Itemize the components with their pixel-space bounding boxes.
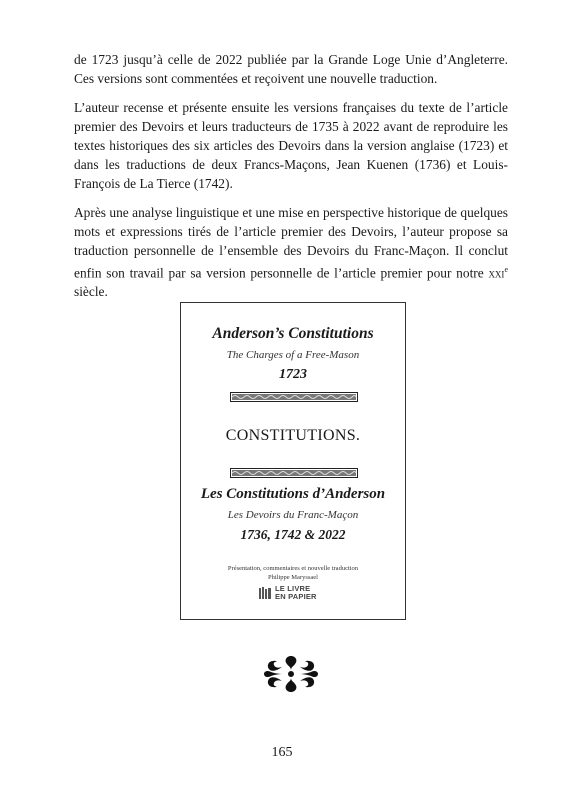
publisher-line-1: LE LIVRE (275, 584, 311, 593)
publisher-name (275, 585, 317, 601)
body-text (74, 50, 508, 311)
paragraph-3 (74, 203, 508, 301)
cover-constitutions-heading: CONSTITUTIONS. (225, 427, 361, 444)
cover-ornament-band-bottom (230, 468, 358, 478)
cover-subtitle-french: Les Devoirs du Franc-Maçon (227, 509, 359, 521)
paragraph-3-end: siècle. (74, 284, 108, 300)
paragraph-1: de 1723 jusqu’à celle de 2022 publiée par la Grande Loge Unie d’Angleterre. Ces versions sont commentées et reçoivent une nouvelle traduction. (74, 52, 508, 86)
paragraph-3-text: Après une analyse linguistique et une mise en perspective historique de quelques mots et expressions tirés de l’article premier des Devoirs, l’auteur propose sa traduction personnelle de l’ensemble des Devoirs du Franc-Maçon. Il conclut enfin son travail par sa version personnelle de l’article premier pour notre (74, 205, 508, 281)
paragraph-2: L’auteur recense et présente ensuite les versions françaises du texte de l’article premier des Devoirs et leurs traducteurs de 1735 à 2022 avant de reproduire les textes historiques des six articles des Devoirs dans la version anglaise (1723) et dans les traductions de deux Francs-Maçons, Jean Kuenen (1736) et Louis-François de La Tierce (1742). (74, 100, 508, 191)
cover-title-french: Les Constitutions d’Anderson (200, 486, 386, 502)
cover-subtitle-english: The Charges of a Free-Mason (226, 349, 360, 361)
book-cover-image (180, 302, 406, 620)
cover-year-english: 1723 (279, 367, 307, 382)
page-number: 165 (271, 745, 293, 760)
cover-author: Philippe Maryssael (267, 574, 318, 581)
publisher-line-2: EN PAPIER (275, 592, 317, 601)
book-stack-icon (259, 587, 272, 599)
cover-ornament-band-top (230, 392, 358, 402)
fleuron-ornament-icon (262, 653, 320, 695)
cover-title-english: Anderson’s Constitutions (212, 325, 374, 342)
cover-presentation-line: Présentation, commentaires et nouvelle traduction (227, 565, 359, 572)
century-superscript: e (504, 265, 508, 274)
century-numeral: xxi (488, 265, 505, 281)
publisher-logo (259, 585, 331, 603)
cover-years-french: 1736, 1742 & 2022 (240, 527, 346, 542)
